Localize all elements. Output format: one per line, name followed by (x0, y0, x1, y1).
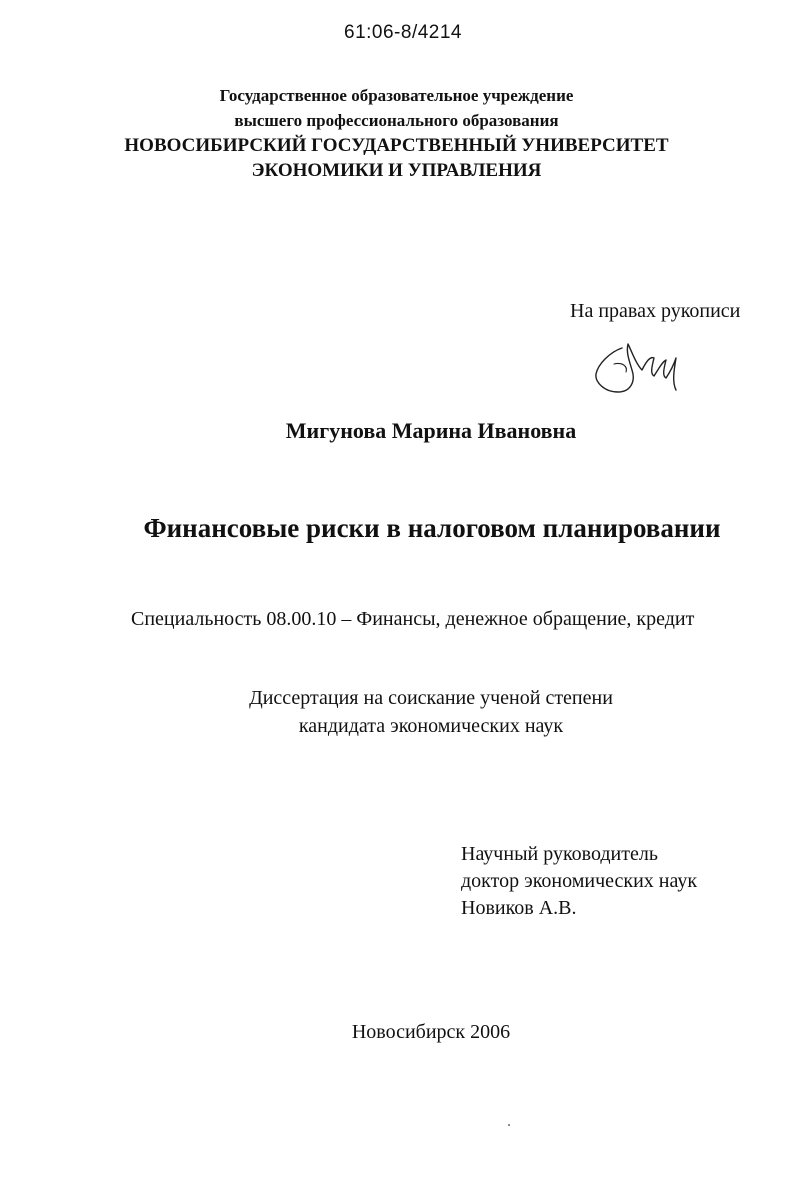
handwritten-signature (592, 336, 688, 398)
supervisor-block (461, 841, 697, 922)
university-name-continued: ЭКОНОМИКИ И УПРАВЛЕНИЯ (251, 160, 542, 181)
scan-speck (508, 1124, 510, 1126)
manuscript-rights-note: На правах рукописи (570, 300, 741, 322)
city-and-year: Новосибирск 2006 (351, 1021, 511, 1043)
specialty-line: Специальность 08.00.10 – Финансы, денежное обращение, кредит (131, 608, 695, 630)
degree-line-2: кандидата экономических наук (298, 715, 564, 737)
institution-line-1: Государственное образовательное учреждение (219, 86, 574, 105)
supervisor-name: Новиков А.В. (461, 897, 577, 919)
author-name: Мигунова Марина Ивановна (285, 418, 577, 443)
university-name: НОВОСИБИРСКИЙ ГОСУДАРСТВЕННЫЙ УНИВЕРСИТЕТ (124, 135, 669, 156)
supervisor-degree: доктор экономических наук (461, 870, 698, 892)
supervisor-role: Научный руководитель (461, 843, 658, 865)
degree-block (0, 684, 793, 740)
institution-line-2: высшего профессионального образования (234, 111, 559, 130)
catalog-number: 61:06-8/4214 (344, 22, 462, 43)
institution-block (0, 83, 793, 183)
thesis-title: Финансовые риски в налоговом планировании (143, 513, 721, 543)
degree-line-1: Диссертация на соискание ученой степени (249, 687, 613, 709)
